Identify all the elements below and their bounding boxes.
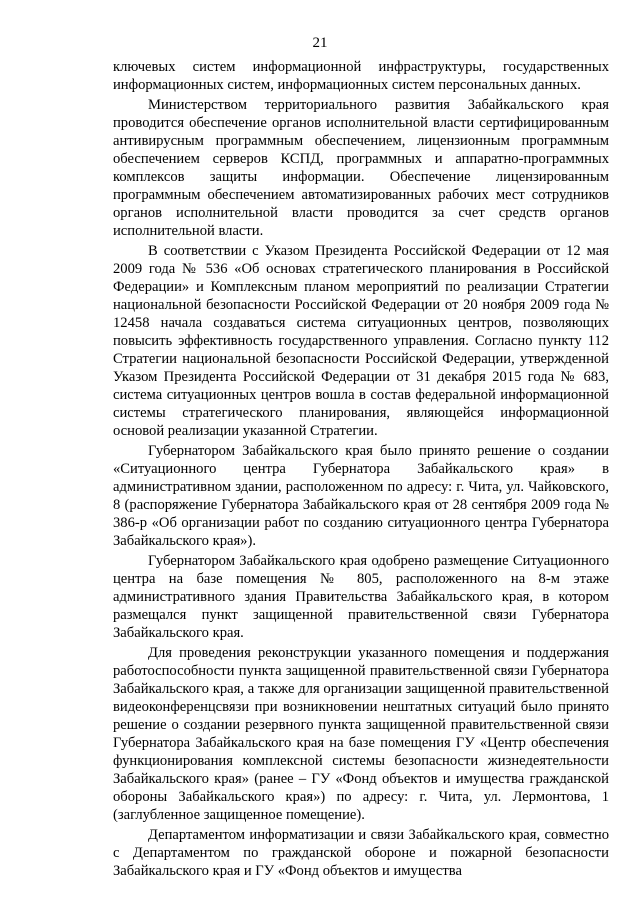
page-number: 21: [312, 35, 328, 51]
paragraph-ministry-software: Министерством территориального развития Забайкальского края проводится обеспечение органов исполнительной власти сертифицированным антивирусным программным обеспечением, лицензионным программным обеспечением серверов КСПД, программных и аппаратно-программных комплексов защиты информации. Обеспечение лицензированным программным обеспечением автоматизированных рабочих мест сотрудников органов исполнительной власти проводится за счет средств органов исполнительной власти.: [113, 97, 609, 239]
document-body: [113, 58, 609, 880]
paragraph-reserve-point: Для проведения реконструкции указанного помещения и поддержания работоспособности пункта защищенной правительственной связи Губернатора Забайкальского края, а также для организации защищенной правительственной видеоконференцсвязи при возникновении нештатных ситуаций было принято решение о создании резервного пункта защищенной правительственной связи Губернатора Забайкальского края на базе помещения ГУ «Центр обеспечения функционирования комплексной системы безопасности жизнедеятельности Забайкальского края» (ранее – ГУ «Фонд объектов и имущества гражданской обороны Забайкальского края») по адресу: г. Чита, ул. Лермонтова, 1 (заглубленное защищенное помещение).: [113, 645, 609, 823]
paragraph-room-805: Губернатором Забайкальского края одобрено размещение Ситуационного центра на базе помещения № 805, расположенного на 8-м этаже административного здания Правительства Забайкальского края, в котором размещался пункт защищенной правительственной связи Губернатора Забайкальского края.: [113, 553, 609, 641]
paragraph-governor-decision: Губернатором Забайкальского края было принято решение о создании «Ситуационного центра Губернатора Забайкальского края» в административном здании, расположенном по адресу: г. Чита, ул. Чайковского, 8 (распоряжение Губернатора Забайкальского края от 28 сентября 2009 года № 386-р «Об организации работ по созданию ситуационного центра Губернатора Забайкальского края»).: [113, 443, 609, 549]
paragraph-continuation: ключевых систем информационной инфраструктуры, государственных информационных систем, информационных систем персональных данных.: [113, 59, 609, 93]
paragraph-situation-centers-decree: В соответствии с Указом Президента Российской Федерации от 12 мая 2009 года № 536 «Об основах стратегического планирования в Российской Федерации» и Комплексным планом мероприятий по реализации Стратегии национальной безопасности Российской Федерации от 20 ноября 2009 года № 12458 начала создаваться система ситуационных центров, позволяющих повысить эффективность государственного управления. Согласно пункту 112 Стратегии национальной безопасности Российской Федерации, утвержденной Указом Президента Российской Федерации от 31 декабря 2015 года № 683, система ситуационных центров вошла в состав федеральной информационной системы стратегического планирования, являющейся информационной основой реализации указанной Стратегии.: [113, 243, 609, 439]
paragraph-department-informatization: Департаментом информатизации и связи Забайкальского края, совместно с Департаментом по гражданской обороне и пожарной безопасности Забайкальского края и ГУ «Фонд объектов и имущества: [113, 827, 609, 879]
